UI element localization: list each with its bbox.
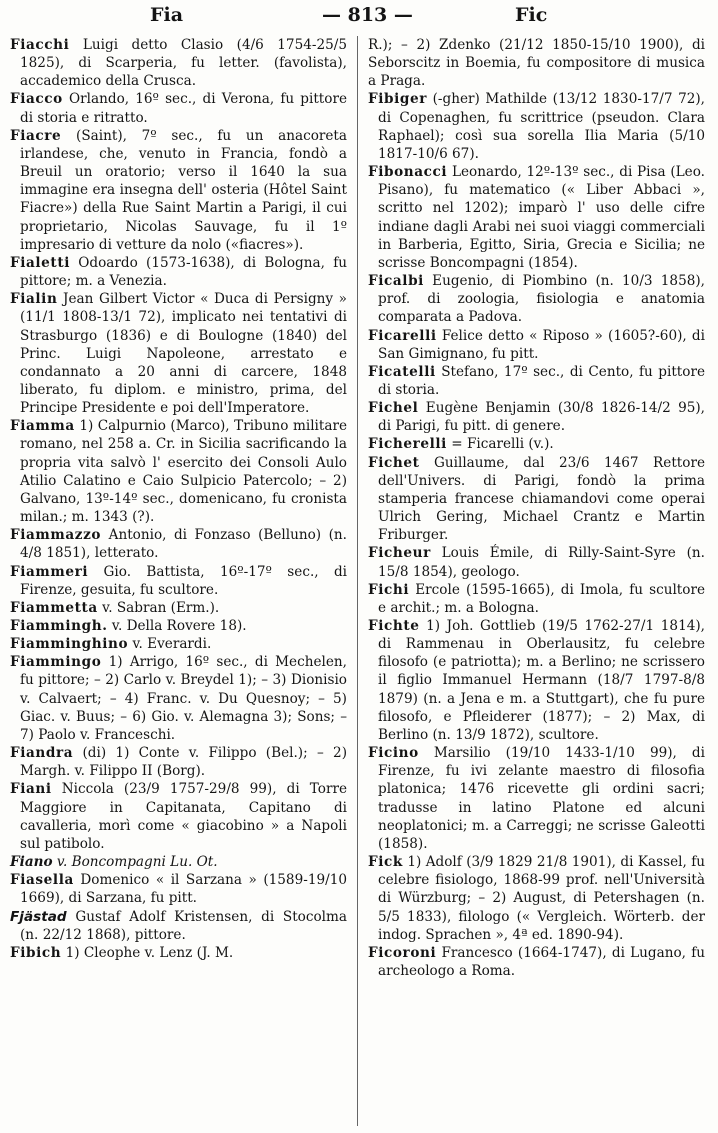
column-divider — [357, 36, 358, 1126]
entry: Fiammazzo Antonio, di Fonzaso (Belluno) (n. 4/8 1851), letterato. — [10, 527, 347, 562]
entry: Fiamminghino v. Everardi. — [10, 636, 212, 653]
entry: Ficoroni Francesco (1664-1747), di Lugano, fu archeologo a Roma. — [368, 944, 705, 979]
entry: Fiammeri Gio. Battista, 16º-17º sec., di Firenze, gesuita, fu scultore. — [10, 563, 347, 598]
entry: Fiasella Domenico « il Sarzana » (1589-19/10 1669), di Sarzana, fu pitt. — [10, 872, 347, 907]
entry: Ficheur Louis Émile, di Rilly-Saint-Syre (n. 15/8 1854), geologo. — [368, 545, 705, 580]
right-column — [368, 36, 705, 980]
entry: Fibiger (-gher) Mathilde (13/12 1830-17/7 72), di Copenaghen, fu scrittrice (pseudon. Clara Raphael); così sua sorella Ilia Maria (5/10 1817-10/6 67). — [368, 91, 705, 162]
entry: Fiacchi Luigi detto Clasio (4/6 1754-25/5 1825), di Scarperia, fu letter. (favolista), accademico della Crusca. — [10, 37, 347, 90]
entry: Ficarelli Felice detto « Riposo » (1605?-60), di San Gimignano, fu pitt. — [368, 327, 705, 362]
entry: Fichel Eugène Benjamin (30/8 1826-14/2 95), di Parigi, fu pitt. di genere. — [368, 400, 706, 435]
entry: Fialetti Odoardo (1573-1638), di Bologna, fu pittore; m. a Venezia. — [10, 254, 347, 290]
entry: Fiandra (di) 1) Conte v. Filippo (Bel.); – 2) Margh. v. Filippo II (Borg). — [10, 745, 348, 780]
entry: Fiamma 1) Calpurnio (Marco), Tribuno militare romano, nel 258 a. Cr. in Sicilia sacrificando la propria vita salvò l' esercito dei Consoli Aulo Atilio Calatino e Caio Sulpicio Patercolo; – 2) Galvano, 13º-14º sec., domenicano, fu cronista milan.; m. 1343 (?). — [10, 418, 347, 526]
entry: Fichte 1) Joh. Gottlieb (19/5 1762-27/1 1814), di Rammenau in Oberlausitz, fu celebre filosofo (e patriotta); m. a Berlino; ne scrissero il figlio Immanuel Hermann (18/7 1797-8/8 1879) (n. a Jena e m. a Stuttgart), che fu pure filosofo, e Pfleiderer (1877); – 2) Max, di Berlino (n. 13/9 1872), scultore. — [368, 618, 705, 743]
entry: Fiacre (Saint), 7º sec., fu un anacoreta irlandese, che, venuto in Francia, fondò a Breuil un oratorio; verso il 1640 la sua immagine era insegna dell' osteria (Hôtel Saint Fiacre») della Rue Saint Martin a Parigi, il cui proprietario, Nicolas Sauvage, fu il 1º impresario di vetture da nolo («fiacres»). — [10, 127, 347, 253]
entry: Fjästad Gustaf Adolf Kristensen, di Stocolma (n. 22/12 1868), pittore. — [10, 908, 347, 943]
entry: Fiammetta v. Sabran (Erm.). — [10, 599, 220, 616]
entry-continued: R.); – 2) Zdenko (21/12 1850-15/10 1900), di Seborscitz in Boemia, fu compositore di musica a Praga. — [368, 37, 705, 90]
entry: Fialin Jean Gilbert Victor « Duca di Persigny » (11/1 1808-13/1 72), implicato nei tentativi di Strasburgo (1836) e di Boulogne (1840) del Princ. Luigi Napoleone, arrestato e condannato a 20 anni di carcere, 1848 liberato, fu diplom. e ministro, prima, del Principe Presidente e poi dell'Imperatore. — [10, 291, 348, 417]
header-left-guide-word: Fia — [150, 4, 184, 26]
entry: Ficalbi Eugenio, di Piombino (n. 10/3 1858), prof. di zoologia, fisiologia e anatomia comparata a Padova. — [368, 273, 705, 326]
header-right-guide-word: Fic — [515, 4, 548, 26]
page-header — [0, 0, 718, 30]
entry: Fichi Ercole (1595-1665), di Imola, fu scultore e archit.; m. a Bologna. — [368, 581, 705, 616]
entry: Ficherelli = Ficarelli (v.). — [368, 436, 554, 453]
entry: Ficatelli Stefano, 17º sec., di Cento, fu pittore di storia. — [368, 363, 705, 398]
entry: Fick 1) Adolf (3/9 1829 21/8 1901), di Kassel, fu celebre fisiologo, 1868-99 prof. nell'Università di Würzburg; – 2) August, di Petershagen (n. 5/5 1833), filologo (« Vergleich. Wörterb. der indog. Sprachen », 4ª ed. 1890-94). — [368, 854, 705, 943]
entry: Fiammingo 1) Arrigo, 16º sec., di Mechelen, fu pittore; – 2) Carlo v. Breydel 1); – 3) Dionisio v. Calvaert; – 4) Franc. v. Du Quesnoy; – 5) Giac. v. Buus; – 6) Gio. v. Alemagna 3); Sons; – 7) Paolo v. Franceschi. — [10, 654, 347, 743]
entry: Fiano v. Boncompagni Lu. Ot. — [10, 854, 218, 871]
entry: Fiani Niccola (23/9 1757-29/8 99), di Torre Maggiore in Capitanata, Capitano di cavalleria, morì come « giacobino » a Napoli sul patibolo. — [10, 781, 347, 852]
left-column — [10, 36, 347, 962]
entry: Fibonacci Leonardo, 12º-13º sec., di Pisa (Leo. Pisano), fu matematico (« Liber Abbaci », scritto nel 1202); imparò l' uso delle cifre indiane dagli Arabi nei suoi viaggi commerciali in Barberia, Egitto, Siria, Grecia e Sicilia; ne scrisse Boncompagni (1854). — [368, 164, 705, 271]
entry: Fichet Guillaume, dal 23/6 1467 Rettore dell'Univers. di Parigi, fondò la prima stamperia francese chiamandovi come operai Ulrich Gering, Michael Crantz e Martin Friburger. — [368, 454, 705, 544]
entry: Fiammingh. v. Della Rovere 18). — [10, 618, 247, 634]
page-number: — 813 — — [322, 4, 413, 26]
entry: Fiacco Orlando, 16º sec., di Verona, fu pittore di storia e ritratto. — [10, 91, 347, 126]
entry: Fibich 1) Cleophe v. Lenz (J. M. — [10, 944, 234, 961]
entry: Ficino Marsilio (19/10 1433-1/10 99), di Firenze, fu ivi zelante maestro di filosofia platonica; 1476 ricevette gli ordini sacri; tradusse in latino Platone ed alcuni neoplatonici; m. a Carreggi; ne scrisse Galeotti (1858). — [368, 745, 705, 852]
